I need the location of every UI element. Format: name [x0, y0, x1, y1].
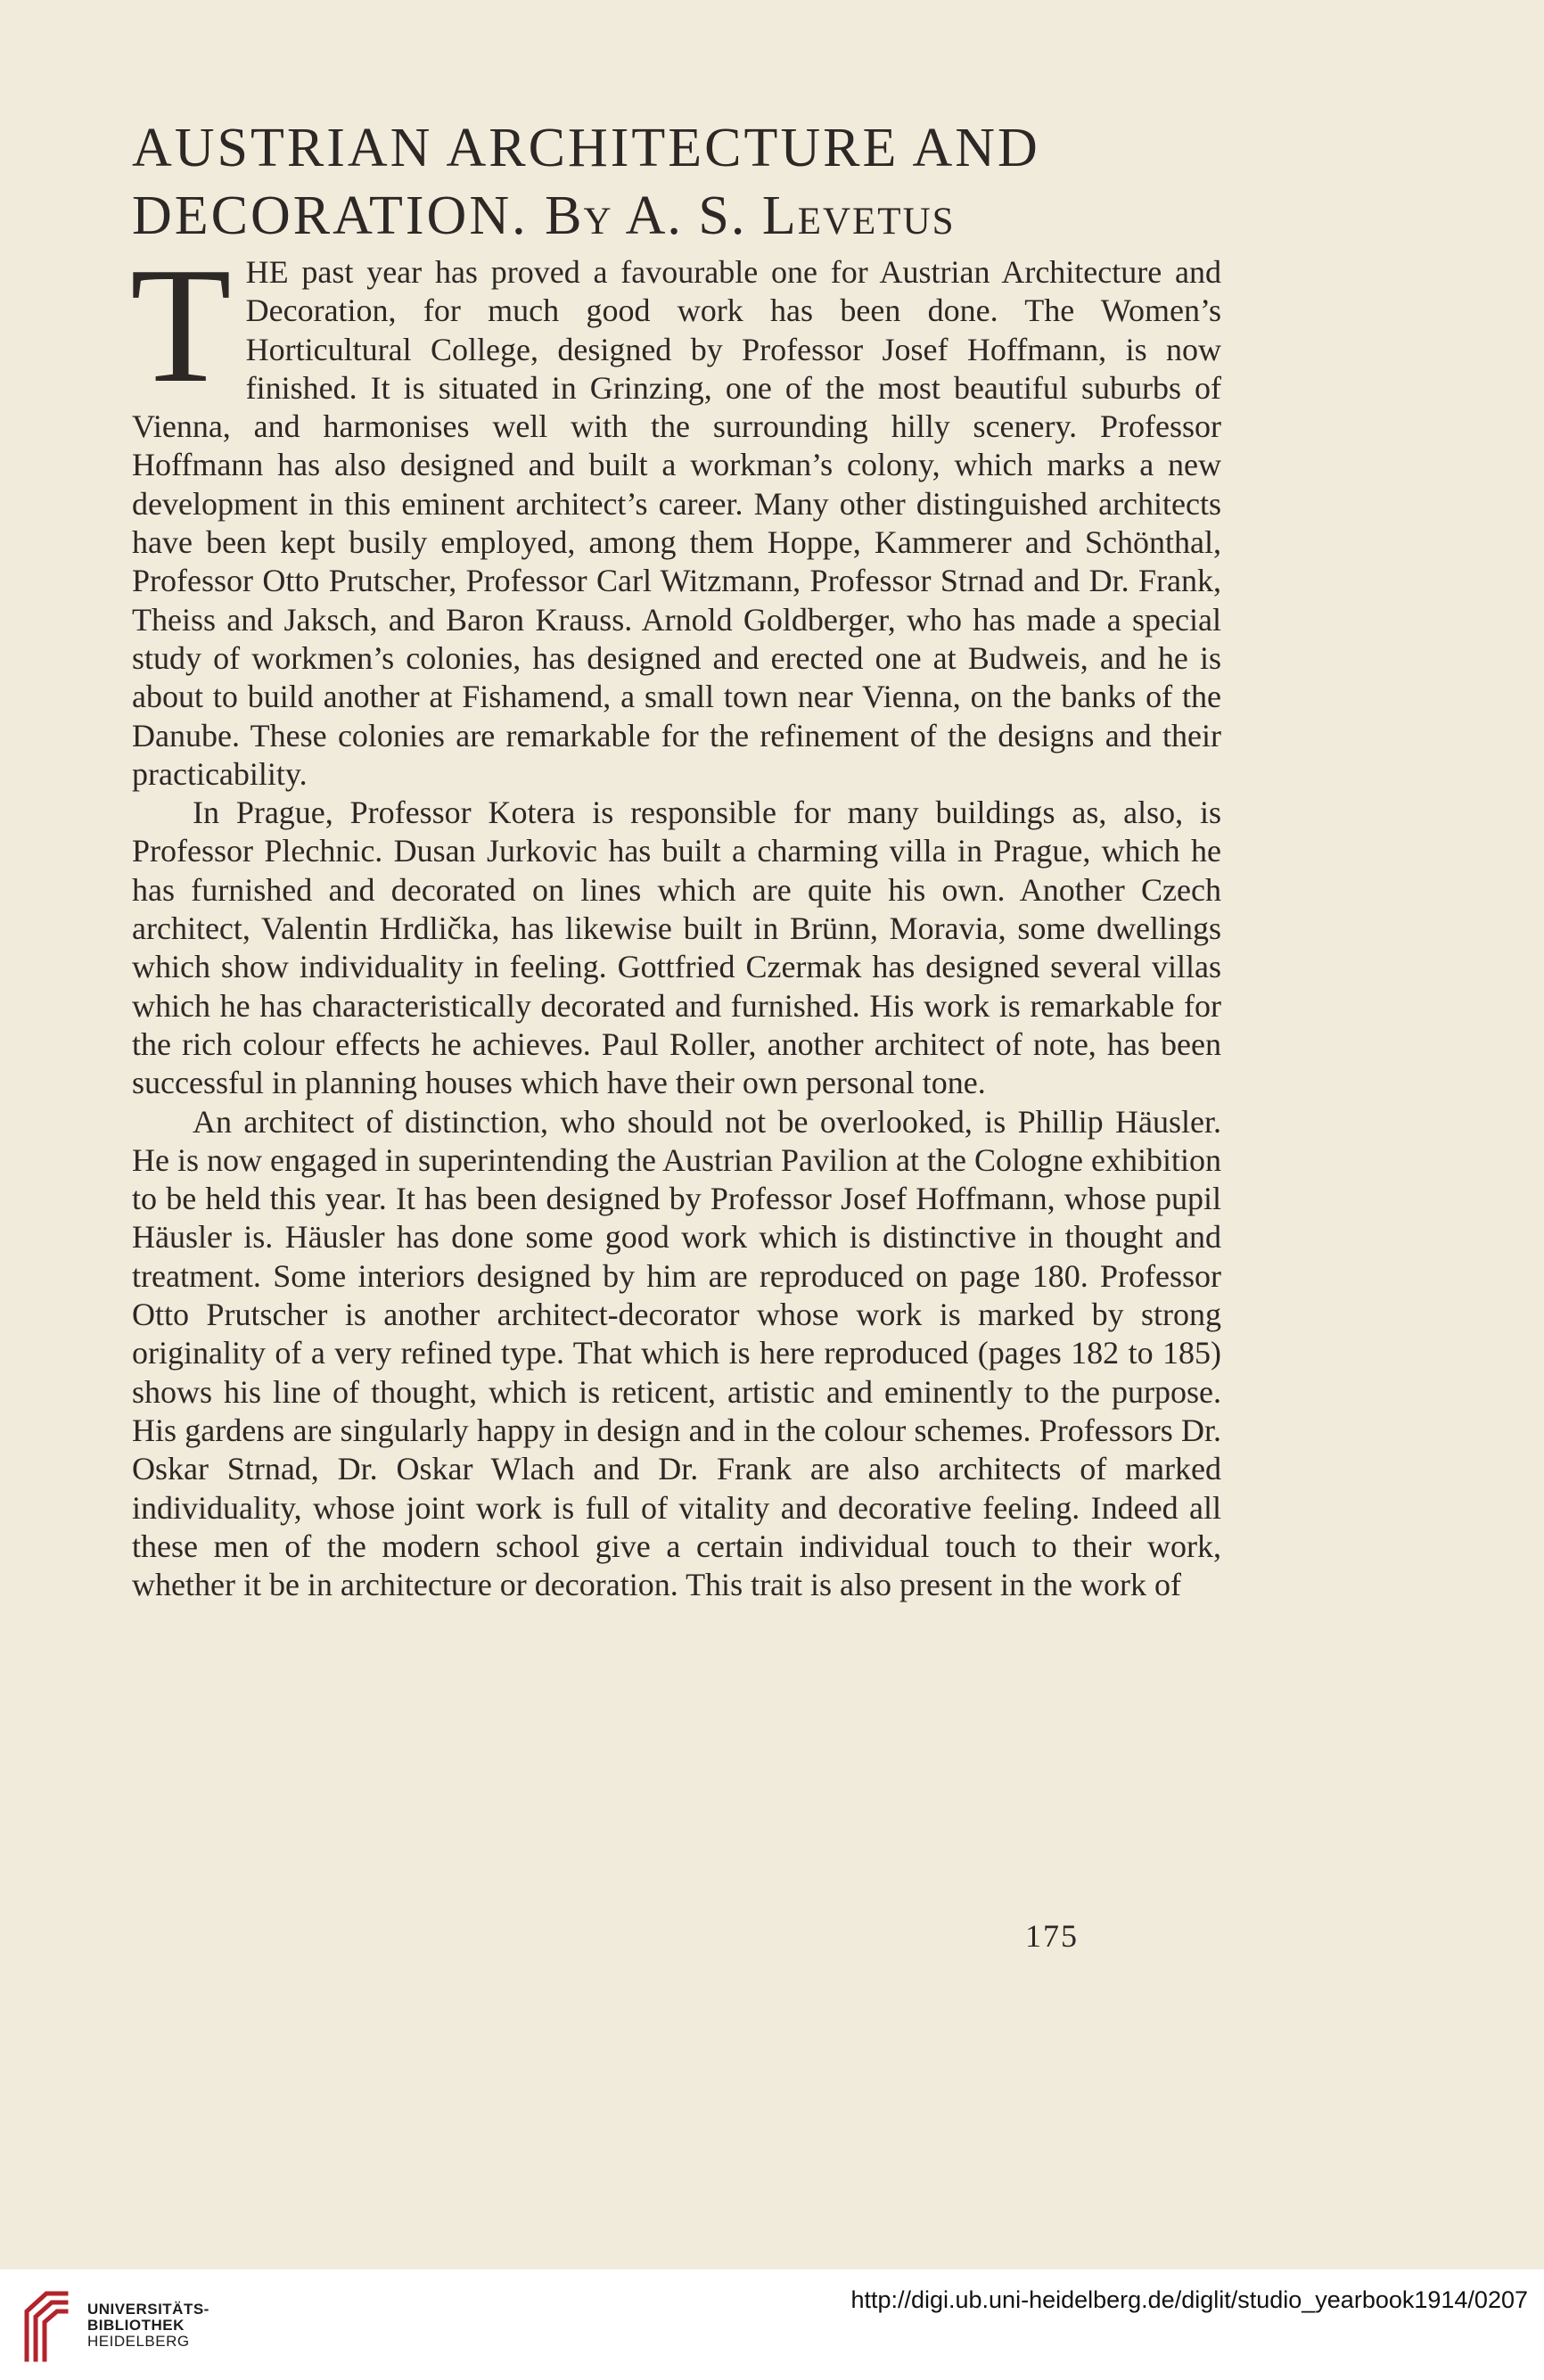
- article: [132, 114, 1221, 1604]
- library-name: [87, 2302, 209, 2350]
- library-logo-icon: [20, 2281, 73, 2367]
- title-line-2: DECORATION.: [132, 185, 529, 246]
- article-title: [132, 114, 1221, 250]
- byline: By A. S. Levetus: [545, 185, 956, 246]
- paragraph-1: [130, 234, 1221, 794]
- title-line-1: AUSTRIAN ARCHITECTURE AND: [132, 118, 1040, 178]
- paragraph-3: An architect of distinction, who should not be overlooked, is Phillip Häusler. He is now engaged in superintending the Austrian Pavilion at the Cologne exhibition to be held this year. It has been designed by Professor Josef Hoffmann, whose pupil Häusler is. Häusler has done some good work which is distinctive in thought and treatment. Some interiors designed by him are reproduced on page 180. Professor Otto Prutscher is another architect-decorator whose work is marked by strong originality of a very refined type. That which is here reproduced (pages 182 to 185) shows his line of thought, which is reticent, artistic and eminently to the purpose. His gardens are singularly happy in design and in the colour schemes. Professors Dr. Oskar Strnad, Dr. Oskar Wlach and Dr. Frank are also architects of marked individuality, whose joint work is full of vitality and decorative feeling. Indeed all these men of the modern school give a certain individual touch to their work, whether it be in architecture or decoration. This trait is also present in the work of: [132, 1103, 1221, 1603]
- drop-cap: T: [130, 234, 232, 417]
- paragraph-2: In Prague, Professor Kotera is responsible for many buildings as, also, is Professor Plechnic. Dusan Jurkovic has built a charming villa in Prague, which he has furnished and decorated on lines which are quite his own. Another Czech architect, Valentin Hrdlička, has likewise built in Brünn, Moravia, some dwellings which show individuality in feeling. Gottfried Czermak has designed several villas which he has characteristically decorated and furnished. His work is remarkable for the rich colour effects he achieves. Paul Roller, another architect of note, has been successful in planning houses which have their own personal tone.: [132, 795, 1221, 1101]
- paragraph-1-text: HE past year has proved a favourable one for Austrian Architecture and Decoration, for much good work has been done. The Women’s Horticultural College, designed by Professor Josef Hoffmann, is now finished. It is situated in Grinzing, one of the most beautiful suburbs of Vienna, and harmonises well with the surrounding hilly scenery. Professor Hoffmann has also designed and built a workman’s colony, which marks a new development in this eminent architect’s career. Many other distinguished architects have been kept busily employed, among them Hoppe, Kammerer and Schönthal, Professor Otto Prutscher, Professor Carl Witzmann, Professor Strnad and Dr. Frank, Theiss and Jaksch, and Baron Krauss. Arnold Goldberger, who has made a special study of workmen’s colonies, has designed and erected one at Budweis, and he is about to build another at Fishamend, a small town near Vienna, on the banks of the Danube. These colonies are remarkable for the refinement of the designs and their practicability.: [132, 254, 1221, 792]
- source-url-link[interactable]: http://digi.ub.uni-heidelberg.de/diglit/studio_yearbook1914/0207: [850, 2286, 1528, 2313]
- page-number: 175: [1025, 1918, 1079, 1954]
- library-line-2: BIBLIOTHEK: [87, 2317, 185, 2334]
- library-line-3: HEIDELBERG: [87, 2333, 190, 2350]
- library-line-1: UNIVERSITÄTS-: [87, 2301, 209, 2318]
